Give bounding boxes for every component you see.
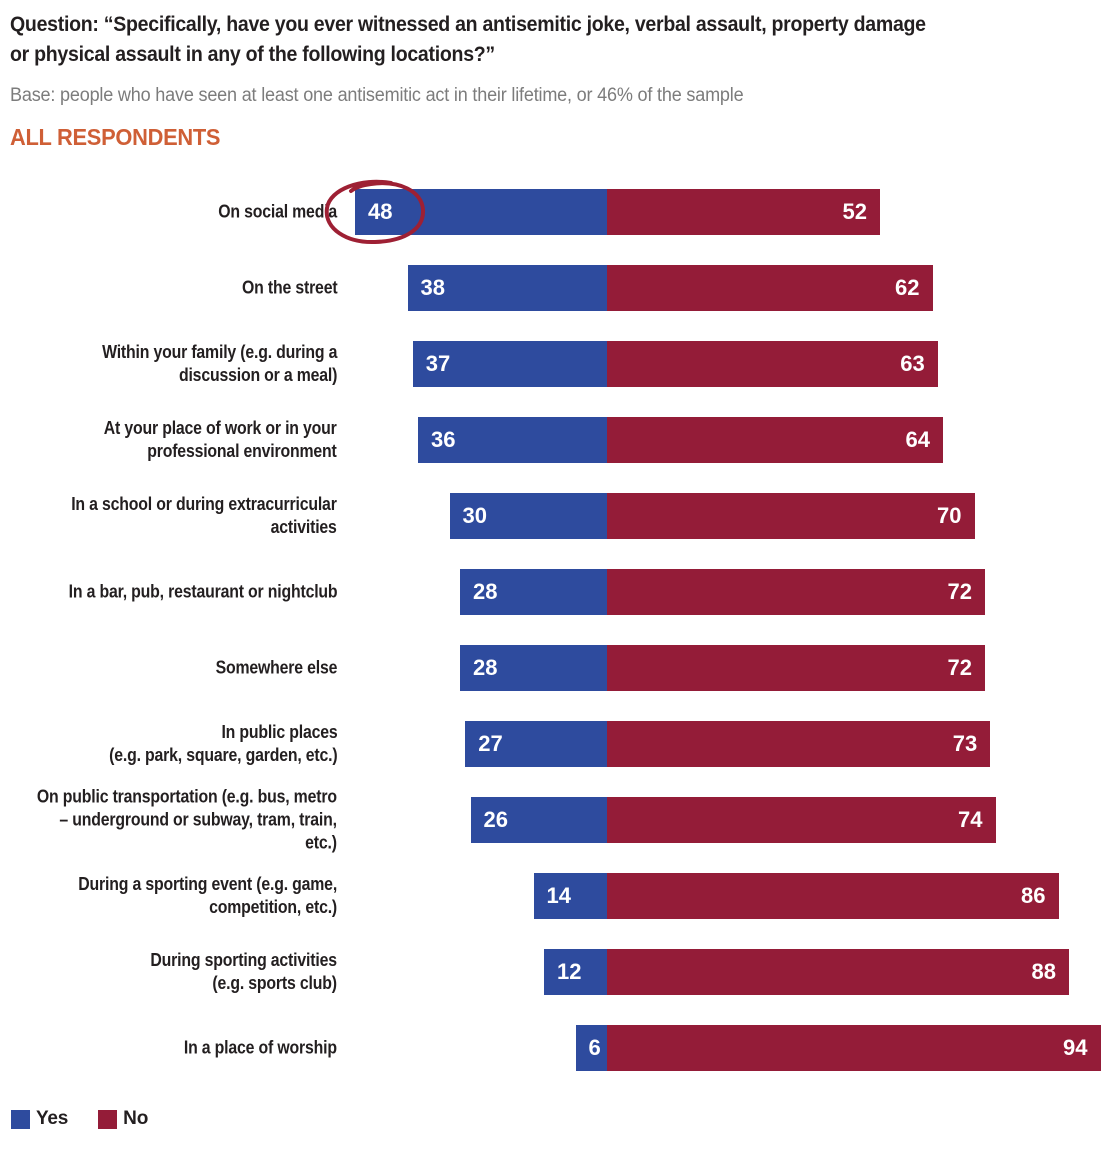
no-bar: [607, 949, 1069, 995]
no-value-label: 94: [1063, 1035, 1088, 1060]
category-label-line: etc.): [305, 832, 337, 853]
category-label: [109, 721, 337, 767]
no-value-label: 63: [900, 351, 925, 376]
category-label: [218, 201, 337, 224]
bar-row: [0, 782, 1114, 858]
yes-bar: [355, 189, 607, 235]
category-label: [104, 417, 337, 463]
no-bar: [607, 341, 938, 387]
category-label-line: (e.g. park, square, garden, etc.): [108, 745, 337, 765]
question-title: [10, 10, 926, 70]
no-value-label: 64: [905, 427, 930, 452]
question-title-line2: or physical assault in any of the following locations?”: [10, 43, 495, 66]
category-label-line: competition, etc.): [209, 897, 337, 917]
no-value-label: 62: [895, 275, 920, 300]
question-title-line1: Question: “Specifically, have you ever witnessed an antisemitic joke, verbal assault, property damage: [10, 13, 926, 36]
section-heading: ALL RESPONDENTS: [10, 124, 221, 150]
yes-bar: [413, 341, 607, 387]
category-label-line: On public transportation (e.g. bus, metro: [37, 786, 337, 807]
yes-value-label: 14: [546, 883, 571, 908]
category-label-line: At your place of work or in your: [104, 418, 337, 438]
yes-value-label: 37: [425, 351, 451, 376]
yes-bar: [460, 645, 607, 691]
yes-bar: [471, 797, 608, 843]
no-bar: [607, 189, 880, 235]
bar-row: [0, 250, 1114, 326]
bar-chart: [0, 174, 1114, 1086]
category-label: [37, 786, 337, 855]
base-note: Base: people who have seen at least one antisemitic act in their lifetime, or 46% of the sample: [10, 85, 744, 106]
category-label: [72, 493, 337, 539]
bar-row: [0, 1010, 1114, 1086]
no-value-label: 72: [947, 579, 972, 604]
category-label: [242, 277, 337, 300]
yes-value-label: 30: [462, 503, 487, 528]
yes-value-label: 48: [368, 199, 393, 224]
legend: [11, 1108, 148, 1130]
yes-bar: [450, 493, 608, 539]
category-label-line: In public places: [220, 722, 337, 742]
bar-row: [0, 554, 1114, 630]
category-label: [184, 1037, 337, 1060]
yes-value-label: 38: [420, 275, 445, 300]
category-label-line: During a sporting event (e.g. game,: [78, 874, 337, 894]
no-value-label: 52: [842, 199, 867, 224]
category-label-line: Somewhere else: [215, 657, 337, 678]
no-value-label: 86: [1021, 883, 1046, 908]
no-bar: [607, 721, 990, 767]
no-value-label: 74: [958, 807, 983, 832]
yes-bar: [544, 949, 607, 995]
no-bar: [607, 1025, 1101, 1071]
no-bar: [607, 265, 933, 311]
no-swatch-icon: [98, 1110, 117, 1129]
yes-bar: [418, 417, 607, 463]
yes-bar: [465, 721, 607, 767]
category-label-line: During sporting activities: [150, 950, 337, 970]
bar-row: [0, 478, 1114, 554]
legend-item-yes: [11, 1108, 68, 1130]
category-label: [215, 657, 337, 680]
legend-label-yes: Yes: [36, 1108, 69, 1129]
category-label-line: In a school or during extracurricular: [71, 494, 337, 514]
yes-value-label: 28: [473, 579, 498, 604]
yes-bar: [460, 569, 607, 615]
yes-bar: [408, 265, 608, 311]
no-bar: [607, 569, 985, 615]
yes-value-label: 6: [588, 1035, 601, 1060]
yes-value-label: 26: [483, 807, 508, 832]
no-value-label: 88: [1031, 959, 1056, 984]
legend-item-no: [98, 1108, 148, 1130]
yes-bar: [534, 873, 608, 919]
category-label: [102, 341, 337, 387]
yes-value-label: 12: [557, 959, 582, 984]
category-label: [151, 949, 337, 995]
no-value-label: 73: [952, 731, 978, 756]
yes-value-label: 27: [478, 731, 503, 756]
category-label: [78, 873, 337, 919]
legend-label-no: No: [123, 1108, 149, 1129]
no-bar: [607, 873, 1059, 919]
category-label-line: discussion or a meal): [178, 365, 337, 385]
yes-swatch-icon: [11, 1110, 30, 1129]
yes-value-label: 36: [431, 427, 456, 452]
yes-value-label: 28: [473, 655, 498, 680]
no-value-label: 72: [947, 655, 972, 680]
category-label-line: professional environment: [147, 441, 337, 461]
no-bar: [607, 493, 975, 539]
bar-row: [0, 706, 1114, 782]
no-bar: [607, 797, 996, 843]
category-label-line: (e.g. sports club): [212, 973, 337, 993]
category-label-line: On the street: [241, 277, 337, 298]
bar-row: [0, 934, 1114, 1010]
category-label-line: – underground or subway, tram, train,: [59, 809, 337, 830]
category-label-line: In a bar, pub, restaurant or nightclub: [68, 581, 337, 602]
no-bar: [607, 417, 943, 463]
bar-row: [0, 858, 1114, 934]
no-bar: [607, 645, 985, 691]
bar-row: [0, 326, 1114, 402]
category-label-line: In a place of worship: [184, 1037, 337, 1058]
category-label-line: Within your family (e.g. during a: [101, 342, 337, 362]
no-value-label: 70: [937, 503, 962, 528]
yes-bar: [576, 1025, 608, 1071]
bar-row: [0, 630, 1114, 706]
category-label-line: On social media: [218, 201, 337, 222]
bar-row: [0, 174, 1114, 250]
category-label: [68, 581, 337, 604]
category-label-line: activities: [270, 517, 337, 537]
bar-row: [0, 402, 1114, 478]
